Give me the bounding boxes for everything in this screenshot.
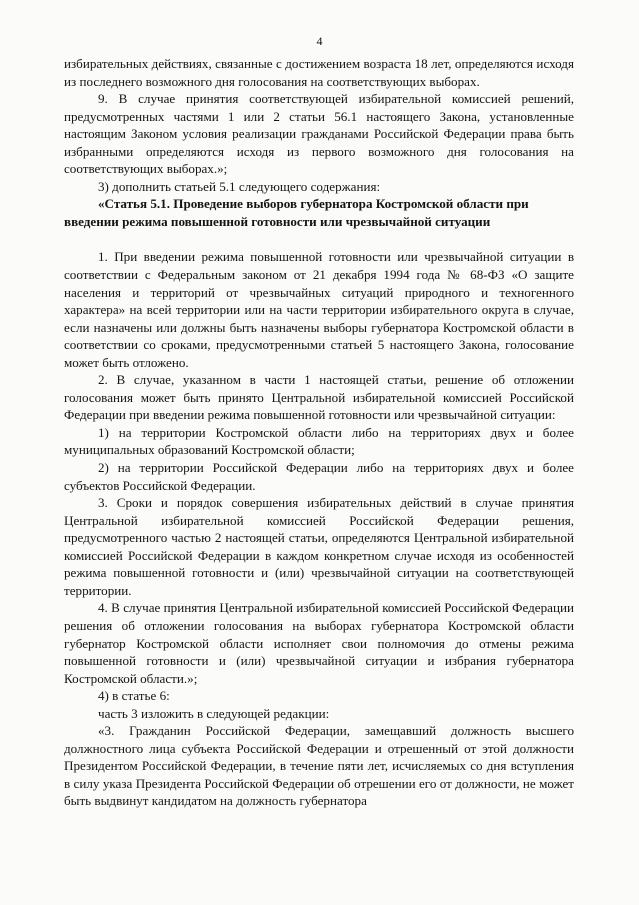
heading-spacer — [64, 230, 574, 248]
paragraph-item-9: 9. В случае принятия соответствующей избирательной комиссией решений, предусмотренных частями 1 или 2 статьи 56.1 настоящего Закона, установленные настоящим Законом условия реализации гражданами Российской Федерации права быть избранными определяются исходя из первого возможного дня голосования на соответствующих выборах.»; — [64, 91, 574, 177]
paragraph-amendment-4: 4) в статье 6: — [98, 688, 170, 704]
document-body — [64, 55, 574, 810]
paragraph-part-1: 1. При введении режима повышенной готовности или чрезвычайной ситуации в соответствии с Федеральным законом от 21 декабря 1994 года № 68-ФЗ «О защите населения и территорий от чрезвычайных ситуаций природного и техногенного характера» на всей территории или на части территории избирательного округа в случае, если назначены или должны быть назначены выборы губернатора Костромской области в соответствии со сроками, предусмотренными статьей 5 настоящего Закона, голосование может быть отложено. — [64, 249, 574, 370]
paragraph-subitem-1: 1) на территории Костромской области либо на территориях двух и более муниципальных образований Костромской области; — [64, 424, 574, 458]
paragraph-subitem-2: 2) на территории Российской Федерации либо на территориях двух и более субъектов Российской Федерации. — [64, 460, 574, 493]
paragraph-part-4: 4. В случае принятия Центральной избирательной комиссией Российской Федерации решения об отложении голосования на выборах губернатора Костромской области губернатор Костромской области исполняет свои полномочия до отмены режима повышенной готовности и (или) чрезвычайной ситуации и избрания губернатора Костромской области.»; — [64, 600, 574, 686]
paragraph-amendment-3: 3) дополнить статьей 5.1 следующего содержания: — [98, 178, 381, 194]
paragraph-part-3-intro: часть 3 изложить в следующей редакции: — [98, 705, 330, 721]
paragraph-part-3-text: «3. Гражданин Российской Федерации, замещавший должность высшего должностного лица субъекта Российской Федерации и отрешенный от этой должности Президентом Российской Федерации, в течение пяти лет, исчисляемых со дня вступления в силу указа Президента Российской Федерации об отрешении его от должности, не может быть выдвинут кандидатом на должность губернатора — [64, 723, 574, 809]
paragraph-part-3: 3. Сроки и порядок совершения избирательных действий в случае принятия Центральной избирательной комиссией Российской Федерации решения, предусмотренного частью 2 настоящей статьи, определяются Центральной избирательной комиссией Российской Федерации в каждом конкретном случае исходя из особенностей режима повышенной готовности и (или) чрезвычайной ситуации на соответствующей территории. — [64, 495, 574, 598]
article-heading: «Статья 5.1. Проведение выборов губернатора Костромской области при введении режима повышенной готовности или чрезвычайной ситуации — [64, 196, 529, 229]
paragraph-part-2: 2. В случае, указанном в части 1 настоящей статьи, решение об отложении голосования может быть принято Центральной избирательной комиссией Российской Федерации при введении режима повышенной готовности или чрезвычайной ситуации: — [64, 372, 574, 423]
paragraph-continuation: избирательных действиях, связанные с достижением возраста 18 лет, определяются исходя из последнего возможного дня голосования на соответствующих выборах. — [64, 56, 574, 89]
page-number: 4 — [316, 34, 323, 48]
